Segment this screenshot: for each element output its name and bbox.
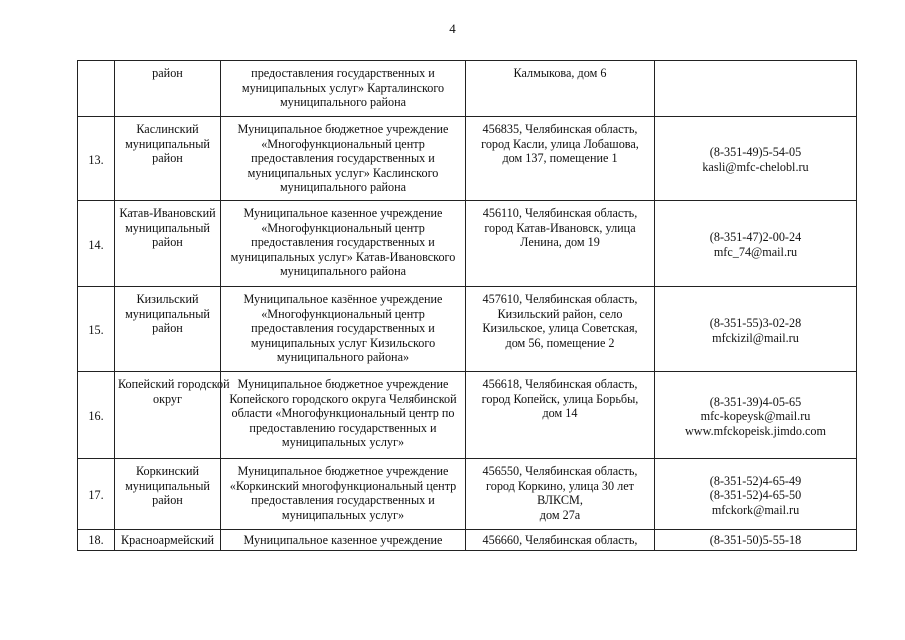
organization-line: муниципальных услуг» Катав-Ивановского — [230, 249, 456, 264]
email-text: mfckizil@mail.ru — [712, 330, 799, 345]
address-line: город Катав-Ивановск, улица — [484, 220, 636, 235]
organization-line: предоставления государственных и — [251, 66, 435, 80]
address-cell — [466, 117, 655, 201]
municipality-line: округ — [152, 391, 183, 406]
organization-cell — [221, 117, 466, 201]
table-row — [78, 530, 857, 551]
municipality-line: район — [152, 235, 183, 250]
row-number-cell: 18. — [78, 530, 115, 551]
municipality-line: Каслинский — [136, 122, 199, 136]
organization-line: муниципальных услуг» Каслинского — [247, 165, 439, 180]
address-line: 456110, Челябинская область, — [482, 206, 638, 220]
organization-line: муниципального района — [279, 264, 407, 279]
organization-line: «Коркинский многофункциональный центр — [229, 478, 457, 493]
address-line: Ленина, дом 19 — [520, 235, 600, 250]
address-line: Кизильское, улица Советская, — [482, 321, 638, 336]
municipality-cell — [115, 530, 221, 551]
address-line: 457610, Челябинская область, — [482, 292, 638, 306]
municipality-cell — [115, 372, 230, 459]
organization-cell — [221, 287, 466, 372]
table-row — [78, 287, 857, 372]
organization-line: предоставления государственных и — [251, 493, 435, 508]
contacts-cell — [655, 459, 857, 530]
municipality-cell — [115, 117, 221, 201]
phone-text: (8-351-49)5-54-05 — [709, 145, 802, 160]
contacts-cell — [655, 530, 857, 551]
address-cell — [466, 372, 655, 459]
organization-line: «Многофункциональный центр — [261, 220, 425, 235]
page-number: 4 — [449, 21, 456, 36]
organization-cell — [221, 530, 466, 551]
organization-line: Копейского городского округа Челябинской — [229, 391, 457, 406]
address-line: дом 56, помещение 2 — [505, 335, 615, 350]
organization-line: предоставления государственных и — [251, 321, 435, 336]
organization-line: муниципальных услуг» — [281, 435, 405, 450]
organization-line: «Многофункциональный центр — [261, 306, 425, 321]
municipality-line: Катав-Ивановский — [119, 206, 216, 220]
email-text: mfckork@mail.ru — [711, 502, 800, 517]
table-row — [78, 459, 857, 530]
organization-line: муниципальных услуг Кизильского — [250, 335, 436, 350]
address-line: 456835, Челябинская область, — [482, 122, 638, 136]
phone-text: (8-351-39)4-05-65 — [709, 394, 802, 409]
address-line: Калмыкова, дом 6 — [513, 66, 607, 80]
organization-line: Муниципальное бюджетное учреждение — [237, 377, 449, 391]
organization-line: предоставления государственных и — [251, 151, 435, 166]
municipality-line: район — [152, 321, 183, 336]
organization-cell — [221, 459, 466, 530]
address-line: ВЛКСМ, — [537, 493, 583, 508]
organization-line: муниципального района — [279, 95, 407, 110]
row-number-cell: 15. — [78, 287, 115, 372]
organization-cell — [221, 372, 466, 459]
organization-line: Муниципальное бюджетное учреждение — [237, 122, 449, 136]
organization-line: муниципального района — [279, 180, 407, 195]
organization-line: муниципальных услуг» — [281, 507, 405, 522]
phone-text: (8-351-52)4-65-50 — [709, 488, 802, 503]
municipality-cell — [115, 201, 221, 287]
website-text: www.mfckopeisk.jimdo.com — [684, 423, 827, 438]
phone-text: (8-351-55)3-02-28 — [709, 315, 802, 330]
municipality-line: район — [152, 66, 183, 80]
organization-line: муниципального района» — [276, 350, 410, 365]
municipality-line: район — [152, 151, 183, 166]
organization-line: Муниципальное казенное учреждение — [243, 533, 443, 547]
row-number-cell: 16. — [78, 372, 115, 459]
contacts-cell — [655, 61, 857, 117]
municipality-line: муниципальный — [125, 478, 210, 493]
address-line: дом 137, помещение 1 — [502, 151, 618, 166]
municipality-line: муниципальный — [125, 220, 210, 235]
municipality-line: муниципальный — [125, 136, 210, 151]
address-cell — [466, 287, 655, 372]
organization-line: Муниципальное казённое учреждение — [243, 292, 443, 306]
municipality-line: муниципальный — [125, 306, 210, 321]
phone-text: (8-351-52)4-65-49 — [709, 473, 802, 488]
address-cell — [466, 530, 655, 551]
address-line: город Касли, улица Лобашова, — [481, 136, 639, 151]
mfc-directory-table — [77, 60, 857, 551]
organization-line: предоставления государственных и — [251, 235, 435, 250]
address-cell — [466, 459, 655, 530]
address-line: 456660, Челябинская область, — [482, 533, 638, 547]
municipality-line: Красноармейский — [121, 533, 214, 547]
table-row — [78, 201, 857, 287]
organization-line: предоставлению государственных и — [249, 420, 437, 435]
contacts-cell — [655, 117, 857, 201]
municipality-line: Кизильский — [136, 292, 199, 306]
organization-line: Муниципальное бюджетное учреждение — [237, 464, 449, 478]
address-line: дом 27а — [539, 507, 581, 522]
municipality-cell — [115, 61, 221, 117]
table-row — [78, 117, 857, 201]
organization-line: Муниципальное казенное учреждение — [243, 206, 443, 220]
address-cell — [466, 61, 655, 117]
address-line: дом 14 — [542, 406, 578, 421]
municipality-cell — [115, 287, 221, 372]
municipality-line: Коркинский — [135, 464, 200, 478]
municipality-cell — [115, 459, 221, 530]
address-line: Кизильский район, село — [497, 306, 623, 321]
organization-line: области «Многофункциональный центр по — [231, 406, 455, 421]
municipality-line: Копейский городской — [118, 377, 230, 391]
phone-text: (8-351-47)2-00-24 — [709, 230, 802, 245]
address-line: 456618, Челябинская область, — [482, 377, 638, 391]
organization-line: «Многофункциональный центр — [261, 136, 425, 151]
row-number-cell: 17. — [78, 459, 115, 530]
contacts-cell — [655, 372, 857, 459]
address-line: город Копейск, улица Борьбы, — [481, 391, 639, 406]
address-cell — [466, 201, 655, 287]
table-row — [78, 61, 857, 117]
row-number-cell — [78, 61, 115, 117]
contacts-cell — [655, 201, 857, 287]
organization-cell — [221, 61, 466, 117]
organization-cell — [221, 201, 466, 287]
municipality-line: район — [152, 493, 183, 508]
row-number-cell: 14. — [78, 201, 115, 287]
address-line: город Коркино, улица 30 лет — [486, 478, 634, 493]
contacts-cell — [655, 287, 857, 372]
address-line: 456550, Челябинская область, — [482, 464, 638, 478]
phone-text: (8-351-50)5-55-18 — [709, 533, 802, 547]
table-row — [78, 372, 857, 459]
email-text: mfc-kopeysk@mail.ru — [700, 409, 811, 424]
email-text: mfc_74@mail.ru — [713, 245, 798, 259]
organization-line: муниципальных услуг» Карталинского — [241, 80, 445, 95]
email-text: kasli@mfc-chelobl.ru — [702, 160, 809, 174]
row-number-cell: 13. — [78, 117, 115, 201]
